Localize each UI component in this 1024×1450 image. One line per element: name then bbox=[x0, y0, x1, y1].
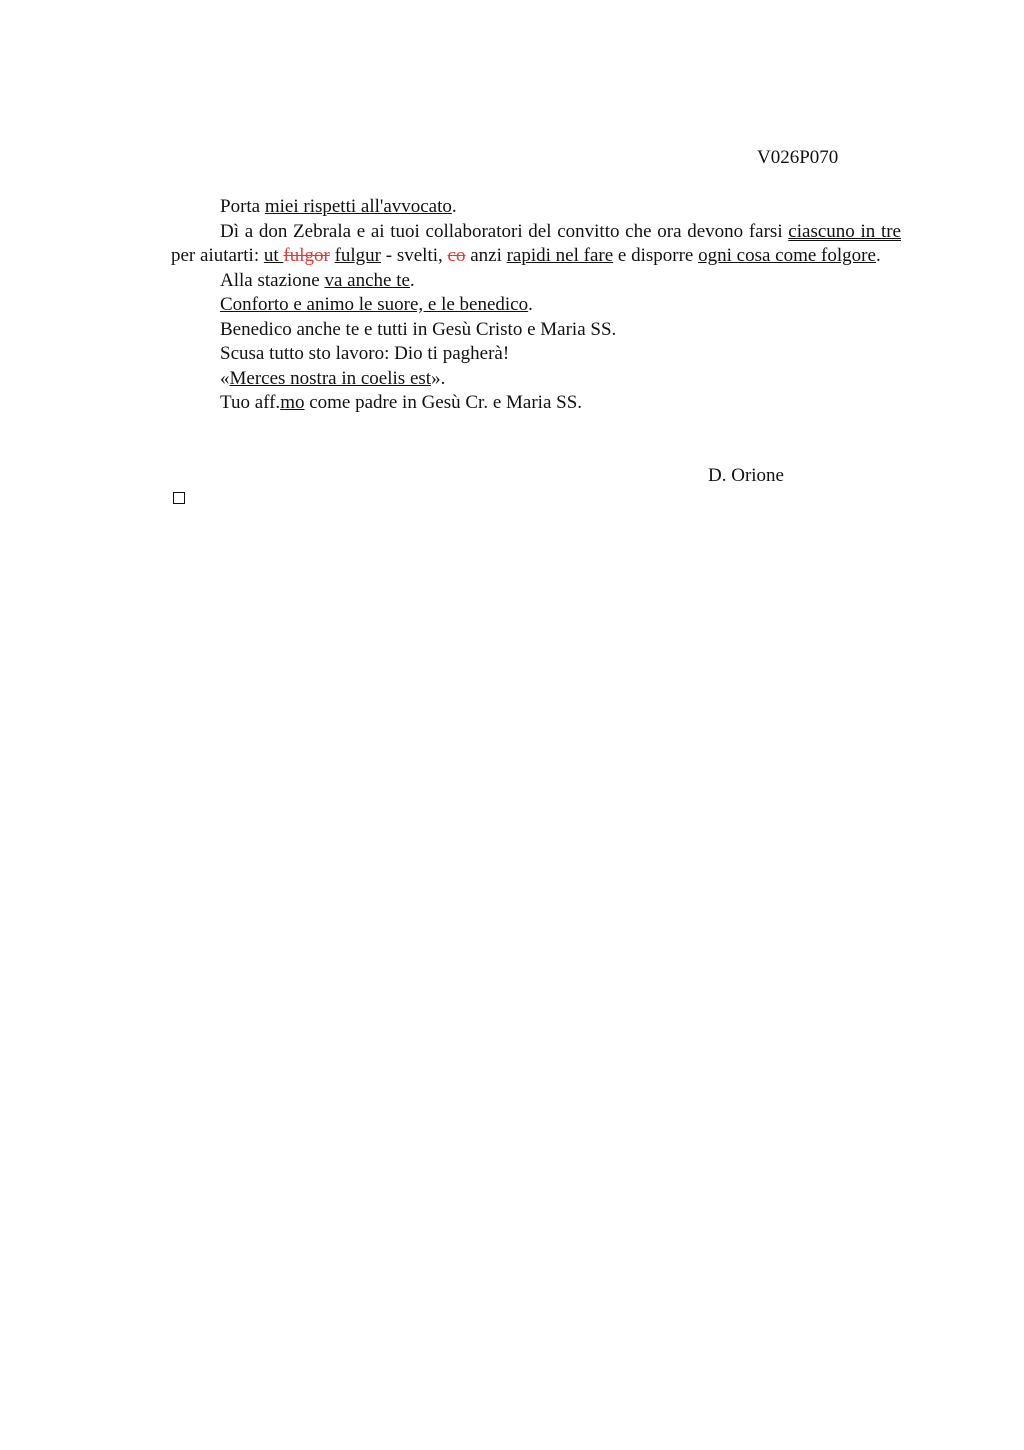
underlined-text: Conforto e animo le suore, e le benedico bbox=[220, 294, 529, 315]
underlined-text: rapidi nel fare bbox=[506, 245, 614, 266]
underlined-text: mo bbox=[280, 392, 305, 413]
paragraph-conforto bbox=[171, 293, 901, 318]
text: ». bbox=[431, 367, 446, 389]
text: e disporre bbox=[613, 245, 699, 266]
text: Porta bbox=[220, 196, 265, 217]
underlined-text: ut bbox=[263, 245, 284, 266]
text: Tuo aff. bbox=[220, 392, 281, 413]
text: « bbox=[220, 367, 230, 389]
text: anzi bbox=[465, 245, 507, 266]
underlined-text: Merces nostra in coelis est bbox=[229, 367, 432, 389]
letter-body bbox=[171, 195, 901, 416]
paragraph-rispetti bbox=[171, 195, 901, 220]
struck-deletion: fulgor bbox=[283, 245, 330, 266]
text: per aiutarti: bbox=[171, 245, 264, 266]
text: Dì a don Zebrala e ai tuoi collaboratori del convitto che ora devono farsi bbox=[220, 220, 789, 242]
paragraph-benedico: Benedico anche te e tutti in Gesù Cristo e Maria SS. bbox=[220, 318, 617, 340]
underlined-text: ogni cosa come folgore bbox=[698, 245, 876, 266]
text: . bbox=[528, 294, 533, 315]
text: Alla stazione bbox=[220, 269, 325, 291]
struck-deletion: co bbox=[447, 245, 466, 266]
signature: D. Orione bbox=[708, 465, 784, 486]
paragraph-closing bbox=[171, 391, 901, 416]
paragraph-zebrala bbox=[171, 220, 901, 269]
text: - svelti, bbox=[381, 245, 448, 266]
paragraph-merces bbox=[171, 367, 901, 392]
underlined-text: fulgur bbox=[334, 245, 382, 266]
text: . bbox=[409, 269, 415, 291]
text: . bbox=[875, 245, 881, 266]
text: come padre in Gesù Cr. e Maria SS. bbox=[304, 392, 583, 413]
end-of-letter-box-icon bbox=[173, 492, 185, 504]
paragraph-scusa: Scusa tutto sto lavoro: Dio ti pagherà! bbox=[220, 343, 510, 364]
underlined-text: miei rispetti all'avvocato bbox=[264, 196, 452, 217]
page-id: V026P070 bbox=[757, 147, 839, 168]
paragraph-stazione bbox=[171, 269, 901, 294]
text: . bbox=[451, 196, 457, 217]
double-underlined-text: ciascuno in tre bbox=[788, 220, 901, 242]
underlined-text: va anche te bbox=[324, 269, 410, 291]
